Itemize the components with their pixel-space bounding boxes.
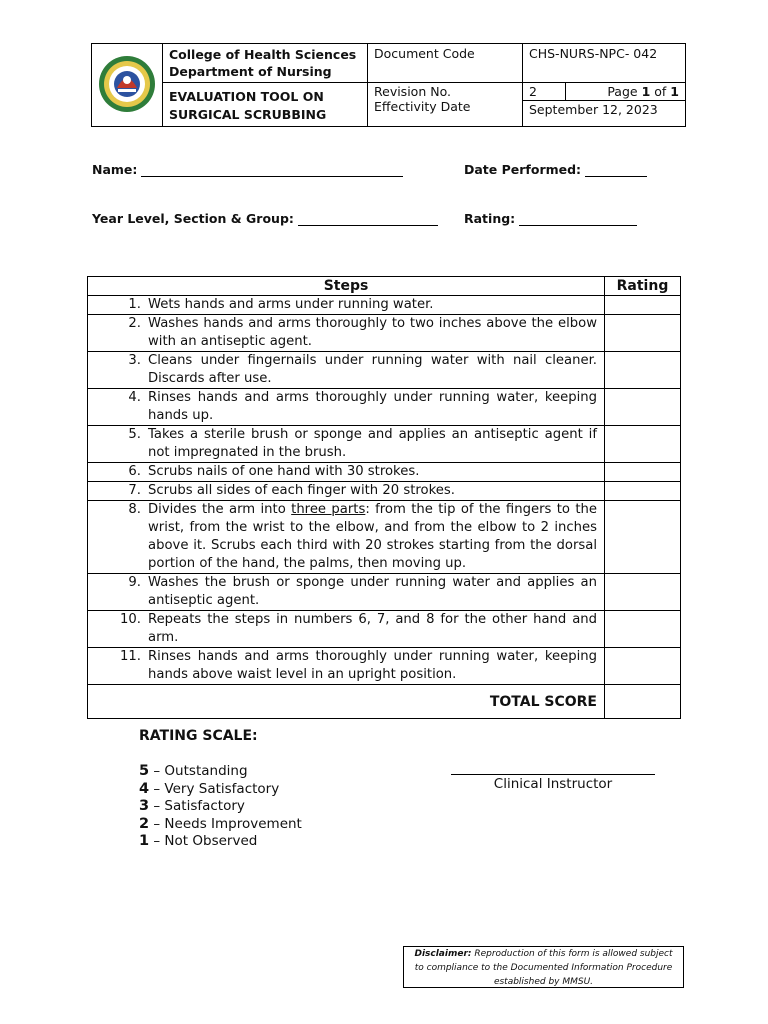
step-cell (88, 315, 605, 352)
step-number: 4. (128, 390, 141, 405)
college-name: College of Health Sciences (169, 47, 357, 62)
page-word: Page (607, 84, 638, 99)
rating-label: Rating: (464, 211, 516, 226)
step-text (148, 501, 597, 573)
date-blank-line[interactable] (585, 163, 647, 177)
total-score-row (88, 685, 681, 719)
step-row (88, 574, 681, 611)
step-row (88, 463, 681, 482)
rating-field[interactable] (464, 211, 637, 226)
revision-effectivity-labels (368, 83, 523, 127)
step-rating-cell[interactable] (605, 296, 681, 315)
clinical-instructor-label: Clinical Instructor (493, 776, 613, 792)
step-row (88, 611, 681, 648)
rating-scale-label: – Not Observed (153, 833, 258, 850)
step-row (88, 648, 681, 685)
step-number: 5. (128, 427, 141, 442)
step-cell (88, 389, 605, 426)
step-rating-cell[interactable] (605, 482, 681, 501)
rating-scale-item (139, 763, 302, 781)
step-cell (88, 648, 605, 685)
name-label: Name: (92, 162, 138, 177)
rating-scale-list (139, 763, 302, 851)
department-name: Department of Nursing (169, 64, 332, 79)
step-text-before: Divides the arm into (148, 502, 292, 517)
disclaimer-line2: to compliance to the Documented Information Procedure (414, 963, 673, 973)
step-cell (88, 426, 605, 463)
step-number: 9. (128, 575, 141, 590)
disclaimer-bold: Disclaimer: (414, 949, 472, 959)
page-current: 1 (641, 84, 651, 99)
step-text: Rinses hands and arms thoroughly under running water, keeping hands up. (148, 390, 597, 423)
signature-line[interactable] (451, 774, 655, 775)
step-cell (88, 574, 605, 611)
step-text: Wets hands and arms under running water. (148, 297, 434, 312)
step-number: 2. (128, 316, 141, 331)
steps-column-header: Steps (88, 277, 605, 296)
disclaimer-box (403, 946, 684, 988)
step-number: 7. (128, 483, 141, 498)
step-number: 3. (128, 353, 141, 368)
rating-scale-label: – Very Satisfactory (153, 780, 280, 797)
step-rating-cell[interactable] (605, 611, 681, 648)
step-cell (88, 352, 605, 389)
doc-code-value: CHS-NURS-NPC- 042 (523, 44, 686, 83)
disclaimer-line1: Reproduction of this form is allowed subject (471, 949, 673, 959)
step-cell (88, 482, 605, 501)
step-rating-cell[interactable] (605, 352, 681, 389)
revision-label: Revision No. (374, 84, 451, 99)
step-text: Rinses hands and arms thoroughly under running water, keeping hands above waist level in an upright position. (148, 649, 597, 682)
university-seal-logo (98, 55, 156, 113)
rating-scale-score: 4 (139, 780, 150, 797)
step-row (88, 296, 681, 315)
page-indicator (566, 83, 685, 100)
document-header (91, 43, 686, 127)
step-rating-cell[interactable] (605, 315, 681, 352)
effectivity-label: Effectivity Date (374, 99, 471, 114)
rating-scale-score: 3 (139, 798, 150, 815)
total-score-cell[interactable] (605, 685, 681, 719)
rating-scale-item (139, 816, 302, 834)
step-row (88, 389, 681, 426)
year-level-blank-line[interactable] (298, 212, 438, 226)
rating-blank-line[interactable] (519, 212, 637, 226)
step-cell (88, 611, 605, 648)
step-row (88, 426, 681, 463)
rating-scale-label: – Satisfactory (153, 798, 245, 815)
date-performed-field[interactable] (464, 162, 647, 177)
step-number: 11. (120, 649, 141, 664)
step-rating-cell[interactable] (605, 648, 681, 685)
rating-scale-label: – Outstanding (153, 763, 248, 779)
year-level-field[interactable] (92, 211, 438, 226)
steps-body (88, 296, 681, 685)
name-blank-line[interactable] (141, 163, 403, 177)
step-rating-cell[interactable] (605, 389, 681, 426)
step-number: 8. (128, 502, 141, 517)
page-total: 1 (670, 84, 679, 99)
doc-title-line1: EVALUATION TOOL ON (169, 89, 324, 104)
year-level-label: Year Level, Section & Group: (92, 211, 294, 226)
document-title (163, 83, 368, 127)
step-text: Cleans under fingernails under running water with nail cleaner. Discards after use. (148, 353, 597, 386)
date-performed-label: Date Performed: (464, 162, 582, 177)
step-number: 1. (128, 297, 141, 312)
step-text: Scrubs all sides of each finger with 20 strokes. (148, 483, 455, 498)
step-text: Washes the brush or sponge under running water and applies an antiseptic agent. (148, 575, 597, 608)
step-rating-cell[interactable] (605, 426, 681, 463)
rating-scale-title: RATING SCALE: (139, 728, 258, 744)
step-text: Scrubs nails of one hand with 30 strokes. (148, 464, 420, 479)
step-text: Takes a sterile brush or sponge and applies an antiseptic agent if not impregnated in the brush. (148, 427, 597, 460)
step-number: 6. (128, 464, 141, 479)
rating-scale-score: 5 (139, 763, 150, 779)
rating-column-header: Rating (605, 277, 681, 296)
step-cell (88, 463, 605, 482)
rating-scale-item (139, 781, 302, 799)
disclaimer-line3: established by MMSU. (493, 977, 594, 987)
step-row (88, 352, 681, 389)
rating-scale-item (139, 798, 302, 816)
name-field[interactable] (92, 162, 403, 177)
step-text: Washes hands and arms thoroughly to two inches above the elbow with an antiseptic agent. (148, 316, 597, 349)
page-of: of (654, 84, 667, 99)
step-rating-cell[interactable] (605, 574, 681, 611)
step-cell (88, 296, 605, 315)
total-score-label: TOTAL SCORE (88, 685, 605, 719)
step-text: Repeats the steps in numbers 6, 7, and 8 for the other hand and arm. (148, 612, 597, 645)
step-row (88, 482, 681, 501)
revision-effectivity-values (523, 83, 686, 127)
rating-scale-label: – Needs Improvement (153, 815, 302, 832)
step-row (88, 315, 681, 352)
step-text-after: : from the tip of the fingers to the wrist, from the wrist to the elbow, and from the elbow to 2 inches above it. Scrubs each third with 20 strokes starting from the dorsal portion of the hand, the palms, then moving up. (148, 502, 597, 571)
steps-table (87, 276, 681, 719)
step-rating-cell[interactable] (605, 501, 681, 574)
step-rating-cell[interactable] (605, 463, 681, 482)
rating-scale-score: 2 (139, 815, 150, 832)
step-text-underlined: three parts (291, 502, 366, 517)
step-row (88, 501, 681, 574)
rating-scale-score: 1 (139, 833, 150, 850)
logo-cell (92, 44, 163, 127)
effectivity-value: September 12, 2023 (529, 102, 658, 117)
rating-scale-item (139, 833, 302, 851)
doc-code-label: Document Code (368, 44, 523, 83)
college-department-cell (163, 44, 368, 83)
steps-table-header (88, 277, 681, 296)
step-number: 10. (120, 612, 141, 627)
revision-value: 2 (523, 83, 566, 100)
step-cell (88, 501, 605, 574)
doc-title-line2: SURGICAL SCRUBBING (169, 107, 327, 122)
